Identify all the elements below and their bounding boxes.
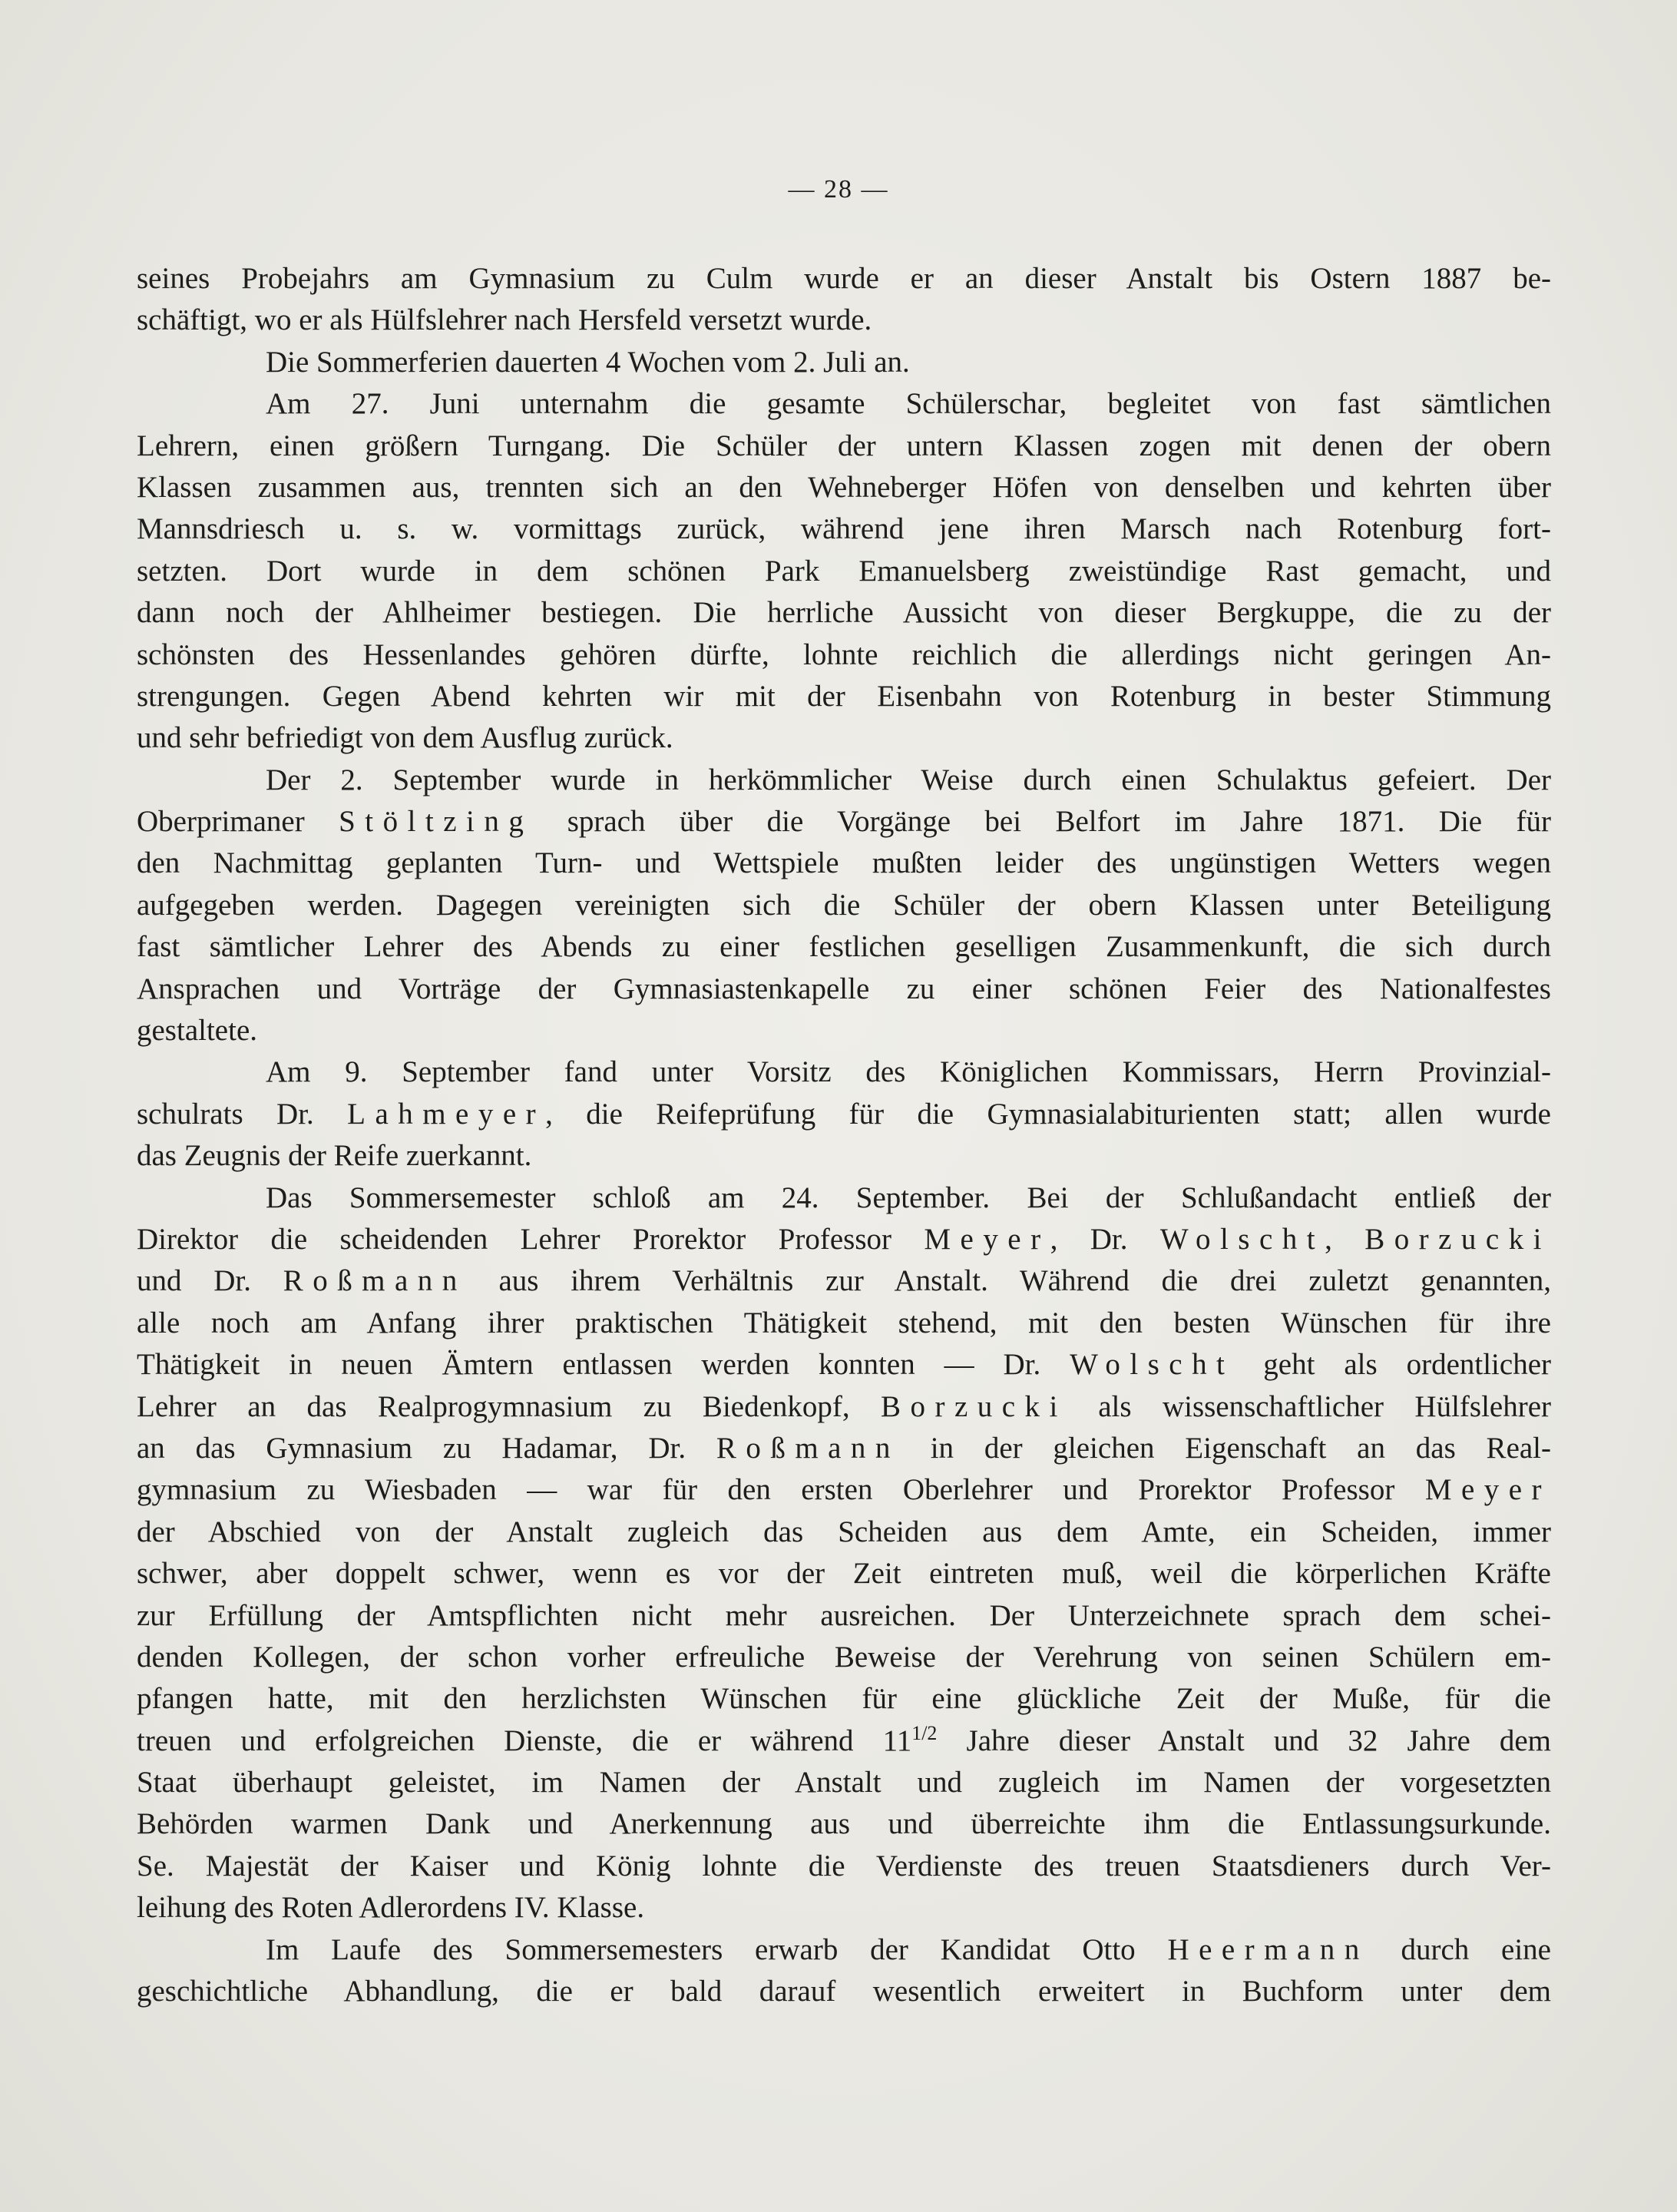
text-run: aus ihrem Verhältnis zur Anstalt. Während die drei zuletzt genannten, bbox=[466, 1264, 1552, 1298]
text-line bbox=[137, 1219, 1551, 1260]
spaced-name: Meyer bbox=[924, 1222, 1050, 1256]
text-line: dann noch der Ahlheimer bestiegen. Die herrliche Aussicht von dieser Bergkuppe, die zu der bbox=[137, 596, 1551, 630]
text-run: Thätigkeit in neuen Ämtern entlassen werden konnten — Dr. bbox=[137, 1348, 1070, 1382]
text-run: Jahre dieser Anstalt und 32 Jahre dem bbox=[937, 1724, 1552, 1757]
text-run: gymnasium zu Wiesbaden — war für den ersten Oberlehrer und Prorektor Professor bbox=[137, 1473, 1425, 1507]
paragraph-start: Die Sommerferien dauerten 4 Wochen vom 2. Juli an. bbox=[266, 345, 910, 379]
text-line: denden Kollegen, der schon vorher erfreuliche Beweise der Verehrung von seinen Schülern em- bbox=[137, 1640, 1551, 1674]
text-run: Oberprimaner bbox=[137, 805, 339, 839]
text-line: strengungen. Gegen Abend kehrten wir mit der Eisenbahn von Rotenburg in bester Stimmung bbox=[137, 679, 1551, 713]
spaced-name: Roßmann bbox=[716, 1431, 900, 1465]
text-line: den Nachmittag geplanten Turn- und Wettspiele mußten leider des ungünstigen Wetters wegen bbox=[137, 846, 1551, 880]
spaced-name: Wolscht bbox=[1159, 1222, 1325, 1256]
spaced-name: Stöltzing bbox=[339, 805, 534, 839]
text-line bbox=[137, 1469, 1551, 1511]
text-line bbox=[137, 1428, 1551, 1469]
text-line: aufgegeben werden. Dagegen vereinigten sich die Schüler der obern Klassen unter Beteiligung bbox=[137, 888, 1551, 922]
text-line: der Abschied von der Anstalt zugleich das Scheiden aus dem Amte, ein Scheiden, immer bbox=[137, 1515, 1551, 1548]
paragraph-start: Der 2. September wurde in herkömmlicher Weise durch einen Schulaktus gefeiert. Der bbox=[266, 763, 1551, 796]
paragraph-start bbox=[137, 1929, 1551, 1971]
text-line: seines Probejahrs am Gymnasium zu Culm wurde er an dieser Anstalt bis Ostern 1887 be- bbox=[137, 262, 1551, 295]
spaced-name: Lahmeyer bbox=[347, 1097, 546, 1131]
text-run: geht als ordentlicher bbox=[1234, 1348, 1551, 1382]
text-line: pfangen hatte, mit den herzlichsten Wünschen für eine glückliche Zeit der Muße, für die bbox=[137, 1682, 1551, 1716]
spaced-name: Meyer bbox=[1424, 1473, 1551, 1507]
text-run: sprach über die Vorgänge bei Belfort im Jahre 1871. Die für bbox=[533, 805, 1551, 839]
paragraph-start: Das Sommersemester schloß am 24. September. Bei der Schlußandacht entließ der bbox=[266, 1181, 1551, 1214]
text-line: das Zeugnis der Reife zuerkannt. bbox=[137, 1139, 532, 1173]
text-line bbox=[137, 1344, 1551, 1386]
text-run: in der gleichen Eigenschaft an das Real- bbox=[899, 1431, 1552, 1465]
text-run: Im Laufe des Sommersemesters erwarb der Kandidat Otto bbox=[266, 1932, 1168, 1966]
paragraph-start: Am 27. Juni unternahm die gesamte Schülerschar, begleitet von fast sämtlichen bbox=[266, 387, 1551, 421]
text-run: schulrats Dr. bbox=[137, 1097, 348, 1131]
text-run: und Dr. bbox=[137, 1264, 283, 1298]
text-line: Ansprachen und Vorträge der Gymnasiastenkapelle zu einer schönen Feier des Nationalfestes bbox=[137, 972, 1551, 1005]
text-line: Se. Majestät der Kaiser und König lohnte die Verdienste des treuen Staatsdieners durch Ver- bbox=[137, 1849, 1551, 1883]
text-line: Klassen zusammen aus, trennten sich an den Wehneberger Höfen von denselben und kehrten über bbox=[137, 470, 1551, 504]
text-line bbox=[137, 1720, 1551, 1762]
text-line: leihung des Roten Adlerordens IV. Klasse. bbox=[137, 1891, 645, 1925]
text-line bbox=[137, 1094, 1551, 1135]
text-line: zur Erfüllung der Amtspflichten nicht mehr ausreichen. Der Unterzeichnete sprach dem schei- bbox=[137, 1598, 1551, 1632]
text-line bbox=[137, 801, 1551, 843]
text-line: gestaltete. bbox=[137, 1014, 258, 1048]
text-line: geschichtliche Abhandlung, die er bald darauf wesentlich erweitert in Buchform unter dem bbox=[137, 1975, 1551, 2008]
text-line: setzten. Dort wurde in dem schönen Park Emanuelsberg zweistündige Rast gemacht, und bbox=[137, 554, 1551, 588]
text-line: schäftigt, wo er als Hülfslehrer nach Hersfeld versetzt wurde. bbox=[137, 303, 872, 337]
text-line bbox=[137, 1386, 1551, 1428]
text-line: schwer, aber doppelt schwer, wenn es vor der Zeit eintreten muß, weil die körperlichen Kräfte bbox=[137, 1557, 1551, 1591]
text-run: , bbox=[1325, 1222, 1365, 1256]
text-line: alle noch am Anfang ihrer praktischen Thätigkeit stehend, mit den besten Wünschen für ihre bbox=[137, 1306, 1551, 1339]
paragraph-start: Am 9. September fand unter Vorsitz des Königlichen Kommissars, Herrn Provinzial- bbox=[266, 1055, 1551, 1089]
fraction: 1/2 bbox=[911, 1721, 938, 1744]
text-run: , Dr. bbox=[1050, 1222, 1160, 1256]
text-run: als wissenschaftlicher Hülfslehrer bbox=[1067, 1389, 1552, 1423]
text-line: fast sämtlicher Lehrer des Abends zu einer festlichen geselligen Zusammenkunft, die sich durch bbox=[137, 930, 1551, 964]
text-run: an das Gymnasium zu Hadamar, Dr. bbox=[137, 1431, 716, 1465]
text-run: Direktor die scheidenden Lehrer Prorektor Professor bbox=[137, 1222, 925, 1256]
text-run: treuen und erfolgreichen Dienste, die er während 11 bbox=[137, 1724, 912, 1757]
text-run: , die Reifeprüfung für die Gymnasialabiturienten statt; allen wurde bbox=[545, 1097, 1551, 1131]
text-line: schönsten des Hessenlandes gehören dürfte, lohnte reichlich die allerdings nicht geringen An- bbox=[137, 637, 1551, 671]
spaced-name: Borzucki bbox=[881, 1389, 1067, 1423]
text-line bbox=[137, 1260, 1551, 1302]
spaced-name: Wolscht bbox=[1070, 1348, 1235, 1382]
text-run: durch eine bbox=[1368, 1932, 1551, 1966]
body-text bbox=[137, 258, 1551, 2012]
text-line: und sehr befriedigt von dem Ausflug zurück. bbox=[137, 721, 673, 755]
text-line: Behörden warmen Dank und Anerkennung aus und überreichte ihm die Entlassungsurkunde. bbox=[137, 1807, 1551, 1841]
text-line: Mannsdriesch u. s. w. vormittags zurück, während jene ihren Marsch nach Rotenburg fort- bbox=[137, 512, 1551, 546]
text-run: Lehrer an das Realprogymnasium zu Biedenkopf, bbox=[137, 1389, 882, 1423]
spaced-name: Roßmann bbox=[283, 1264, 467, 1298]
text-line: Lehrern, einen größern Turngang. Die Schüler der untern Klassen zogen mit denen der obern bbox=[137, 429, 1551, 462]
spaced-name: Heermann bbox=[1167, 1932, 1369, 1966]
spaced-name: Borzucki bbox=[1364, 1222, 1551, 1256]
text-line: Staat überhaupt geleistet, im Namen der Anstalt und zugleich im Namen der vorgesetzten bbox=[137, 1766, 1551, 1800]
page-number: — 28 — bbox=[788, 175, 889, 204]
